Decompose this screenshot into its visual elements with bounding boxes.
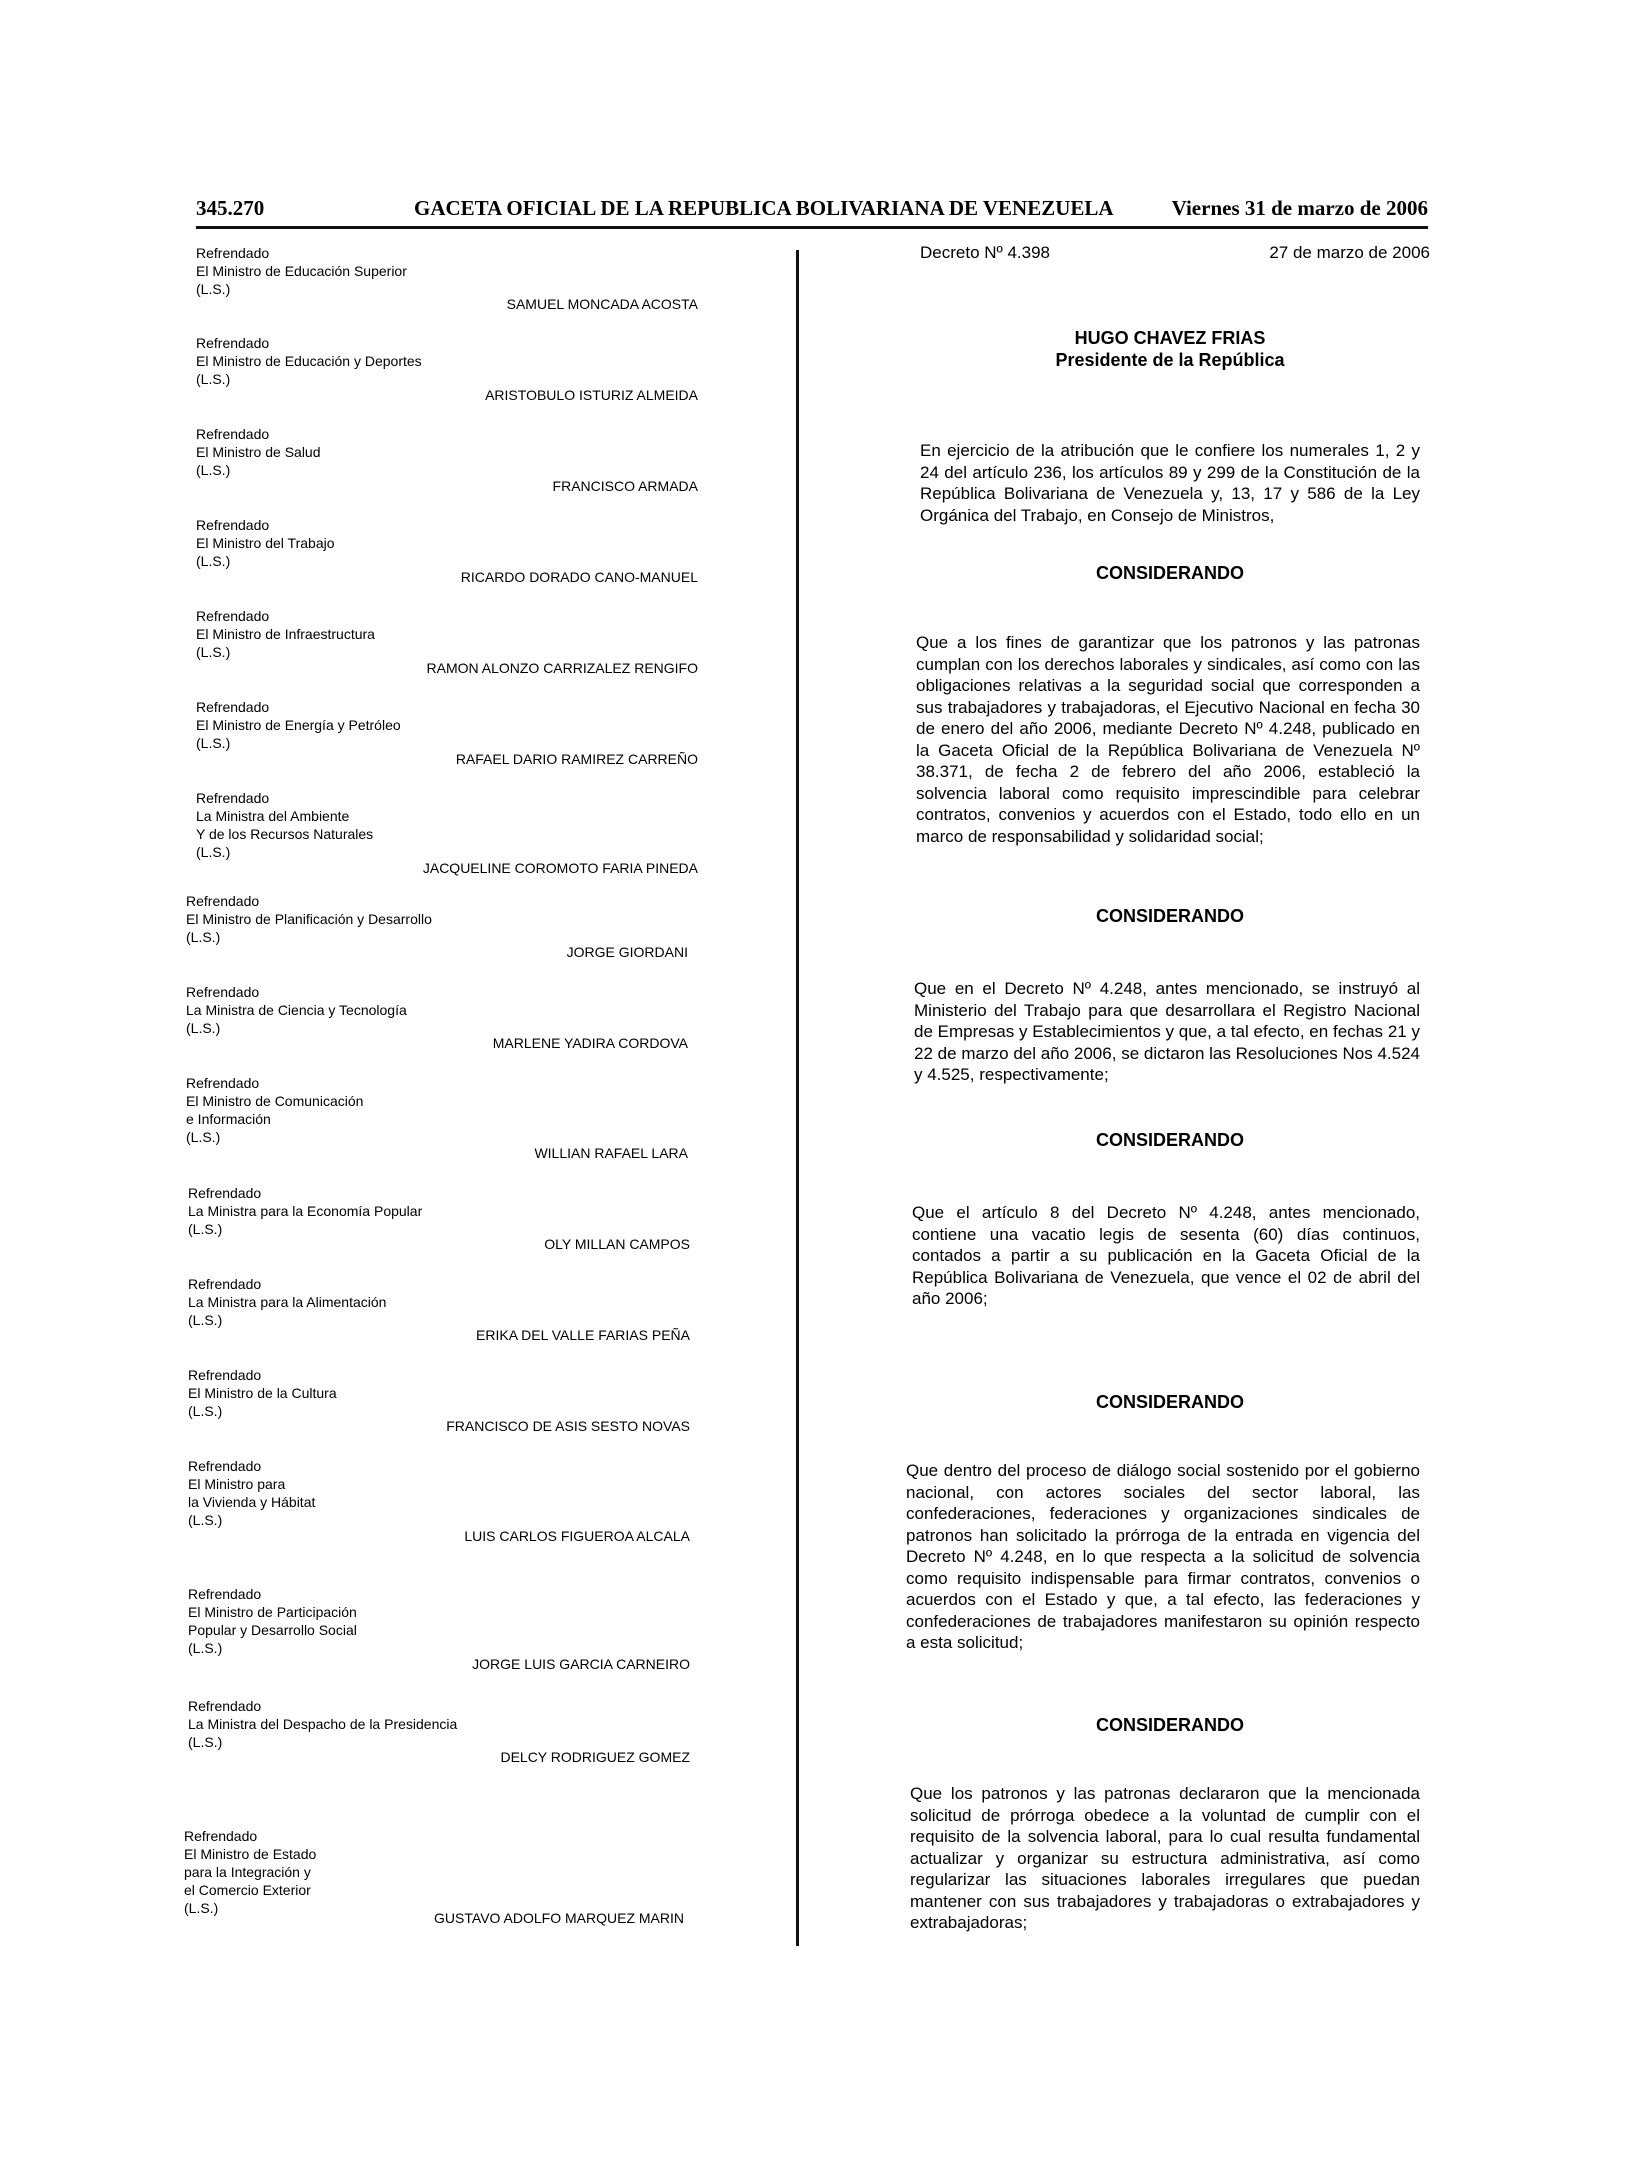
minister-title-line: Popular y Desarrollo Social — [188, 1622, 357, 1638]
minister-title-line: (L.S.) — [188, 1221, 223, 1237]
endorsement-label: Refrendado — [184, 1828, 258, 1844]
endorsement-label: Refrendado — [196, 790, 270, 806]
minister-title-line: para la Integración y — [184, 1864, 311, 1880]
endorsement-block — [196, 334, 422, 388]
endorsement-block — [188, 1457, 315, 1529]
endorsement-label: Refrendado — [188, 1276, 262, 1292]
minister-title-line: El Ministro para — [188, 1476, 286, 1492]
minister-title-line: (L.S.) — [188, 1403, 223, 1419]
considerando-text-5: Que los patronos y las patronas declararon que la mencionada solicitud de prórroga obedece a la voluntad de cumplir con el requisito de la solvencia laboral, para lo cual resulta fundamental actualizar y organizar su estructura administrativa, así como regularizar las situaciones laborales irregulares que puedan mantener con sus trabajadores y trabajadoras o extrabajadores y extrabajadoras; — [910, 1784, 1420, 1932]
minister-title-line: (L.S.) — [196, 281, 231, 297]
endorsement-block — [196, 516, 335, 570]
column-divider — [796, 250, 799, 1946]
decree-number: Decreto Nº 4.398 — [920, 243, 1050, 262]
endorsement-block — [186, 983, 407, 1037]
gazette-title: GACETA OFICIAL DE LA REPUBLICA BOLIVARIANA DE VENEZUELA — [414, 196, 1114, 220]
decree-date: 27 de marzo de 2006 — [1269, 243, 1430, 262]
minister-title-line: El Ministro de la Cultura — [188, 1385, 337, 1401]
minister-title-line: (L.S.) — [196, 735, 231, 751]
endorsement-label: Refrendado — [196, 426, 270, 442]
minister-title-line: (L.S.) — [188, 1640, 223, 1656]
minister-title-line: la Vivienda y Hábitat — [188, 1494, 316, 1510]
minister-title-line: (L.S.) — [188, 1512, 223, 1528]
minister-title-line: El Ministro de Planificación y Desarrollo — [186, 911, 432, 927]
president-name: HUGO CHAVEZ FRIAS — [1074, 328, 1266, 348]
signer-name: RAMON ALONZO CARRIZALEZ RENGIFO — [426, 660, 698, 676]
endorsement-label: Refrendado — [186, 893, 260, 909]
signer-name: WILLIAN RAFAEL LARA — [534, 1145, 688, 1161]
signer-name: LUIS CARLOS FIGUEROA ALCALA — [464, 1528, 690, 1544]
endorsement-block — [196, 244, 407, 298]
endorsement-label: Refrendado — [196, 245, 270, 261]
minister-title-line: e Información — [186, 1111, 271, 1127]
endorsement-label: Refrendado — [188, 1586, 262, 1602]
signer-name: RAFAEL DARIO RAMIREZ CARREÑO — [455, 751, 698, 767]
considerando-heading-4: CONSIDERANDO — [1095, 1392, 1244, 1412]
endorsement-label: Refrendado — [186, 984, 260, 1000]
minister-title-line: (L.S.) — [196, 844, 231, 860]
endorsement-block — [196, 607, 375, 661]
minister-title-line: (L.S.) — [196, 462, 231, 478]
endorsement-label: Refrendado — [196, 699, 270, 715]
considerando-text-2: Que en el Decreto Nº 4.248, antes mencionado, se instruyó al Ministerio del Trabajo para que desarrollara el Registro Nacional de Empresas y Establecimientos y que, a tal efecto, en fechas 21 y 22 de marzo del año 2006, se dictaron las Resoluciones Nos 4.524 y 4.525, respectivamente; — [914, 979, 1420, 1084]
endorsement-block — [188, 1697, 457, 1751]
issue-date: Viernes 31 de marzo de 2006 — [1171, 196, 1428, 220]
signer-name: FRANCISCO DE ASIS SESTO NOVAS — [446, 1418, 690, 1434]
minister-title-line: La Ministra para la Alimentación — [188, 1294, 387, 1310]
signer-name: FRANCISCO ARMADA — [552, 478, 698, 494]
preamble: En ejercicio de la atribución que le confiere los numerales 1, 2 y 24 del artículo 236, los artículos 89 y 299 de la Constitución de la República Bolivariana de Venezuela y, 13, 17 y 586 de la Ley Orgánica del Trabajo, en Consejo de Ministros, — [920, 441, 1420, 525]
president-block — [920, 327, 1420, 371]
endorsement-label: Refrendado — [196, 517, 270, 533]
minister-title-line: (L.S.) — [188, 1734, 223, 1750]
left-column — [0, 0, 796, 2172]
minister-title-line: Y de los Recursos Naturales — [196, 826, 374, 842]
minister-title-line: El Ministro de Participación — [188, 1604, 357, 1620]
endorsement-block — [186, 892, 432, 946]
endorsement-block — [184, 1827, 316, 1917]
endorsement-block — [188, 1366, 337, 1420]
endorsement-label: Refrendado — [196, 335, 270, 351]
signer-name: GUSTAVO ADOLFO MARQUEZ MARIN — [434, 1910, 684, 1926]
endorsement-block — [188, 1275, 386, 1329]
signer-name: ERIKA DEL VALLE FARIAS PEÑA — [476, 1327, 690, 1343]
endorsement-block — [196, 789, 373, 861]
signer-name: ARISTOBULO ISTURIZ ALMEIDA — [485, 387, 698, 403]
considerando-heading-1: CONSIDERANDO — [1095, 563, 1244, 583]
signer-name: JACQUELINE COROMOTO FARIA PINEDA — [422, 860, 698, 876]
minister-title-line: (L.S.) — [184, 1900, 219, 1916]
minister-title-line: El Ministro de Comunicación — [186, 1093, 364, 1109]
signer-name: DELCY RODRIGUEZ GOMEZ — [500, 1749, 690, 1765]
considerando-heading-5: CONSIDERANDO — [1095, 1715, 1244, 1735]
signer-name: SAMUEL MONCADA ACOSTA — [506, 296, 698, 312]
endorsement-label: Refrendado — [186, 1075, 260, 1091]
minister-title-line: La Ministra del Ambiente — [196, 808, 350, 824]
endorsement-block — [188, 1184, 422, 1238]
considerando-heading-2: CONSIDERANDO — [1095, 906, 1244, 926]
endorsement-block — [186, 1074, 363, 1146]
minister-title-line: (L.S.) — [196, 644, 231, 660]
minister-title-line: El Ministro del Trabajo — [196, 535, 335, 551]
signer-name: MARLENE YADIRA CORDOVA — [492, 1035, 688, 1051]
minister-title-line: (L.S.) — [188, 1312, 223, 1328]
minister-title-line: (L.S.) — [196, 371, 231, 387]
president-title: Presidente de la República — [1055, 350, 1285, 370]
minister-title-line: El Ministro de Salud — [196, 444, 321, 460]
minister-title-line: El Ministro de Educación y Deportes — [196, 353, 422, 369]
endorsement-label: Refrendado — [188, 1458, 262, 1474]
endorsement-label: Refrendado — [188, 1698, 262, 1714]
endorsement-block — [196, 425, 321, 479]
minister-title-line: (L.S.) — [186, 929, 221, 945]
minister-title-line: el Comercio Exterior — [184, 1882, 311, 1898]
signer-name: OLY MILLAN CAMPOS — [544, 1236, 690, 1252]
considerando-text-4: Que dentro del proceso de diálogo social sostenido por el gobierno nacional, con actores sociales del sector laboral, las confederaciones, federaciones y organizaciones sindicales de patronos han solicitado la prórroga de la entrada en vigencia del Decreto Nº 4.248, en lo que respecta a la solicitud de solvencia como requisito indispensable para firmar contratos, convenios o acuerdos con el Estado y que, a tal efecto, las federaciones y confederaciones de trabajadores manifestaron su opinión respecto a esta solicitud; — [906, 1461, 1420, 1652]
considerando-text-3: Que el artículo 8 del Decreto Nº 4.248, antes mencionado, contiene una vacatio legis de sesenta (60) días continuos, contados a partir a su publicación en la Gaceta Oficial de la República Bolivariana de Venezuela, que vence el 02 de abril del año 2006; — [912, 1203, 1420, 1308]
signer-name: JORGE GIORDANI — [566, 944, 688, 960]
signer-name: JORGE LUIS GARCIA CARNEIRO — [472, 1656, 690, 1672]
considerando-text-1: Que a los fines de garantizar que los patronos y las patronas cumplan con los derechos laborales y sindicales, así como con las obligaciones relativas a la seguridad social que corresponden a sus trabajadores y trabajadoras, el Ejecutivo Nacional en fecha 30 de enero del año 2006, mediante Decreto Nº 4.248, publicado en la Gaceta Oficial de la República Bolivariana de Venezuela Nº 38.371, de fecha 2 de febrero del año 2006, estableció la solvencia laboral como requisito imprescindible para celebrar contratos, convenios y acuerdos con el Estado, todo ello en un marco de responsabilidad y solidaridad social; — [916, 633, 1420, 846]
signer-name: RICARDO DORADO CANO-MANUEL — [460, 569, 698, 585]
minister-title-line: La Ministra para la Economía Popular — [188, 1203, 423, 1219]
endorsement-label: Refrendado — [188, 1367, 262, 1383]
minister-title-line: La Ministra del Despacho de la Presidencia — [188, 1716, 458, 1732]
minister-title-line: (L.S.) — [186, 1020, 221, 1036]
minister-title-line: La Ministra de Ciencia y Tecnología — [186, 1002, 407, 1018]
minister-title-line: (L.S.) — [196, 553, 231, 569]
endorsement-block — [196, 698, 401, 752]
minister-title-line: El Ministro de Estado — [184, 1846, 317, 1862]
endorsement-block — [188, 1585, 357, 1657]
minister-title-line: (L.S.) — [186, 1129, 221, 1145]
endorsement-label: Refrendado — [196, 608, 270, 624]
endorsement-label: Refrendado — [188, 1185, 262, 1201]
minister-title-line: El Ministro de Energía y Petróleo — [196, 717, 401, 733]
considerando-heading-3: CONSIDERANDO — [1095, 1130, 1244, 1150]
minister-title-line: El Ministro de Infraestructura — [196, 626, 375, 642]
minister-title-line: El Ministro de Educación Superior — [196, 263, 407, 279]
page-number: 345.270 — [196, 196, 265, 220]
